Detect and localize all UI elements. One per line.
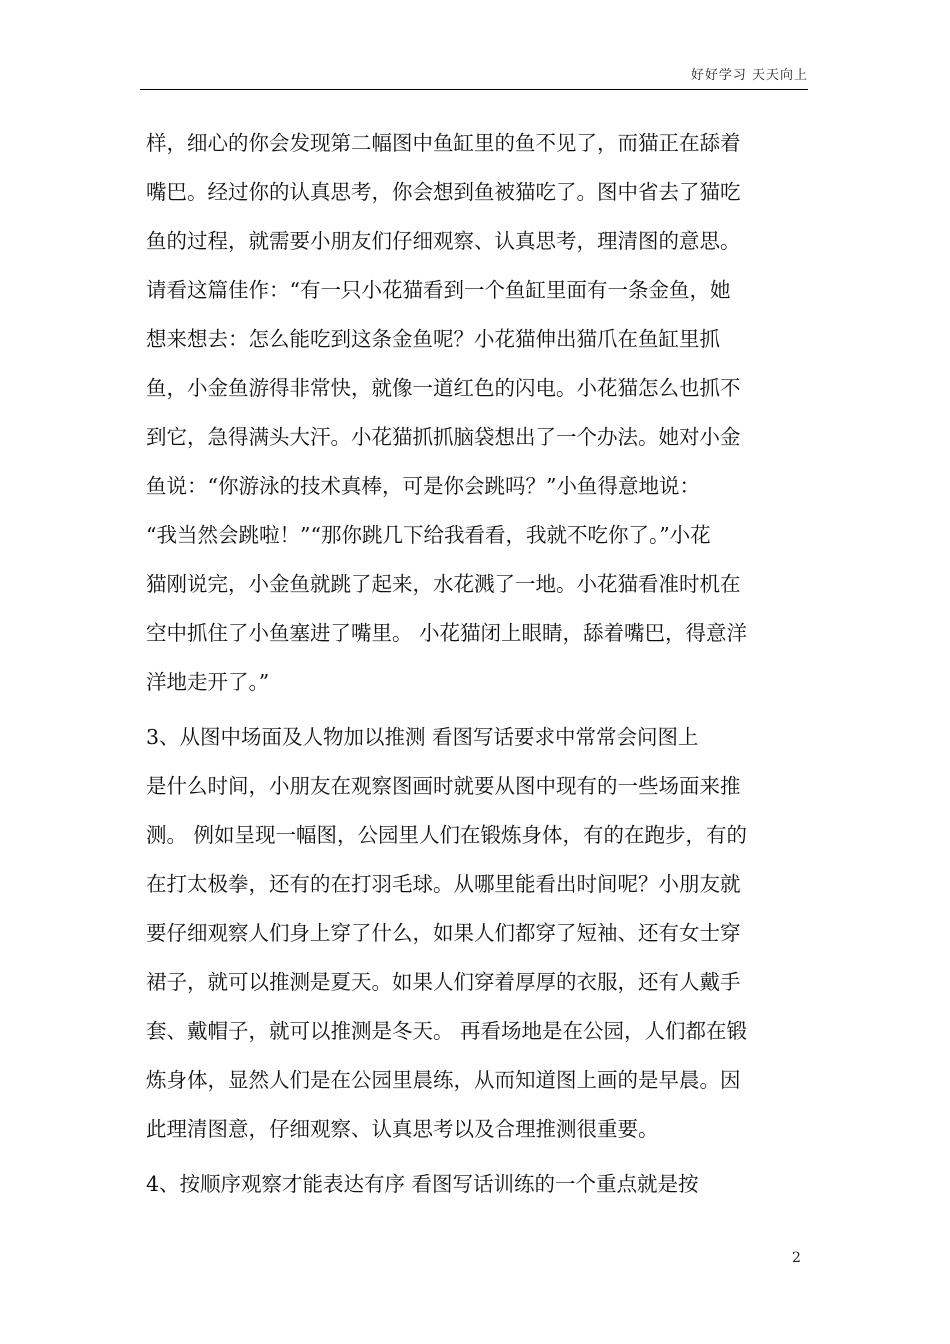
text-line: 洋地走开了。” — [146, 670, 270, 694]
text-line: 嘴巴。经过你的认真思考，你会想到鱼被猫吃了。图中省去了猫吃 — [146, 180, 741, 204]
text-line: 测。 例如呈现一幅图，公园里人们在锻炼身体，有的在跑步，有的 — [146, 823, 748, 847]
text-line: 裙子，就可以推测是夏天。如果人们穿着厚厚的衣服，还有人戴手 — [146, 970, 741, 994]
text-line: 3、从图中场面及人物加以推测 看图写话要求中常常会问图上 — [146, 725, 699, 749]
text-line: 4、按顺序观察才能表达有序 看图写话训练的一个重点就是按 — [146, 1172, 699, 1196]
text-line: 鱼说：“你游泳的技术真棒，可是你会跳吗？”小鱼得意地说： — [146, 474, 700, 498]
text-line: 猫刚说完，小金鱼就跳了起来，水花溅了一地。小花猫看准时机在 — [146, 572, 741, 596]
text-line: 鱼的过程，就需要小朋友们仔细观察、认真思考，理清图的意思。 — [146, 229, 741, 253]
text-line: 套、戴帽子，就可以推测是冬天。 再看场地是在公园，人们都在锻 — [146, 1019, 748, 1043]
header-motto: 好好学习 天天向上 — [690, 68, 808, 83]
text-line: 请看这篇佳作：“有一只小花猫看到一个鱼缸里面有一条金鱼，她 — [146, 278, 731, 302]
text-line: 空中抓住了小鱼塞进了嘴里。 小花猫闭上眼睛，舔着嘴巴，得意洋 — [146, 621, 748, 645]
text-line: 样，细心的你会发现第二幅图中鱼缸里的鱼不见了，而猫正在舔着 — [146, 131, 741, 155]
text-line: 在打太极拳，还有的在打羽毛球。从哪里能看出时间呢？小朋友就 — [146, 872, 741, 896]
text-line: “我当然会跳啦！”“那你跳几下给我看看，我就不吃你了。”小花 — [146, 523, 711, 547]
page-number: 2 — [792, 1250, 801, 1266]
text-line: 鱼，小金鱼游得非常快，就像一道红色的闪电。小花猫怎么也抓不 — [146, 376, 741, 400]
text-line: 此理清图意，仔细观察、认真思考以及合理推测很重要。 — [146, 1117, 659, 1141]
text-line: 到它，急得满头大汗。小花猫抓抓脑袋想出了一个办法。她对小金 — [146, 425, 741, 449]
body-text — [146, 119, 810, 1209]
text-line: 是什么时间，小朋友在观察图画时就要从图中现有的一些场面来推 — [146, 774, 741, 798]
text-line: 炼身体，显然人们是在公园里晨练，从而知道图上画的是早晨。因 — [146, 1068, 741, 1092]
header-rule — [140, 89, 808, 90]
page-header — [140, 62, 808, 90]
text-line: 想来想去：怎么能吃到这条金鱼呢？小花猫伸出猫爪在鱼缸里抓 — [146, 327, 720, 351]
text-line: 要仔细观察人们身上穿了什么，如果人们都穿了短袖、还有女士穿 — [146, 921, 741, 945]
